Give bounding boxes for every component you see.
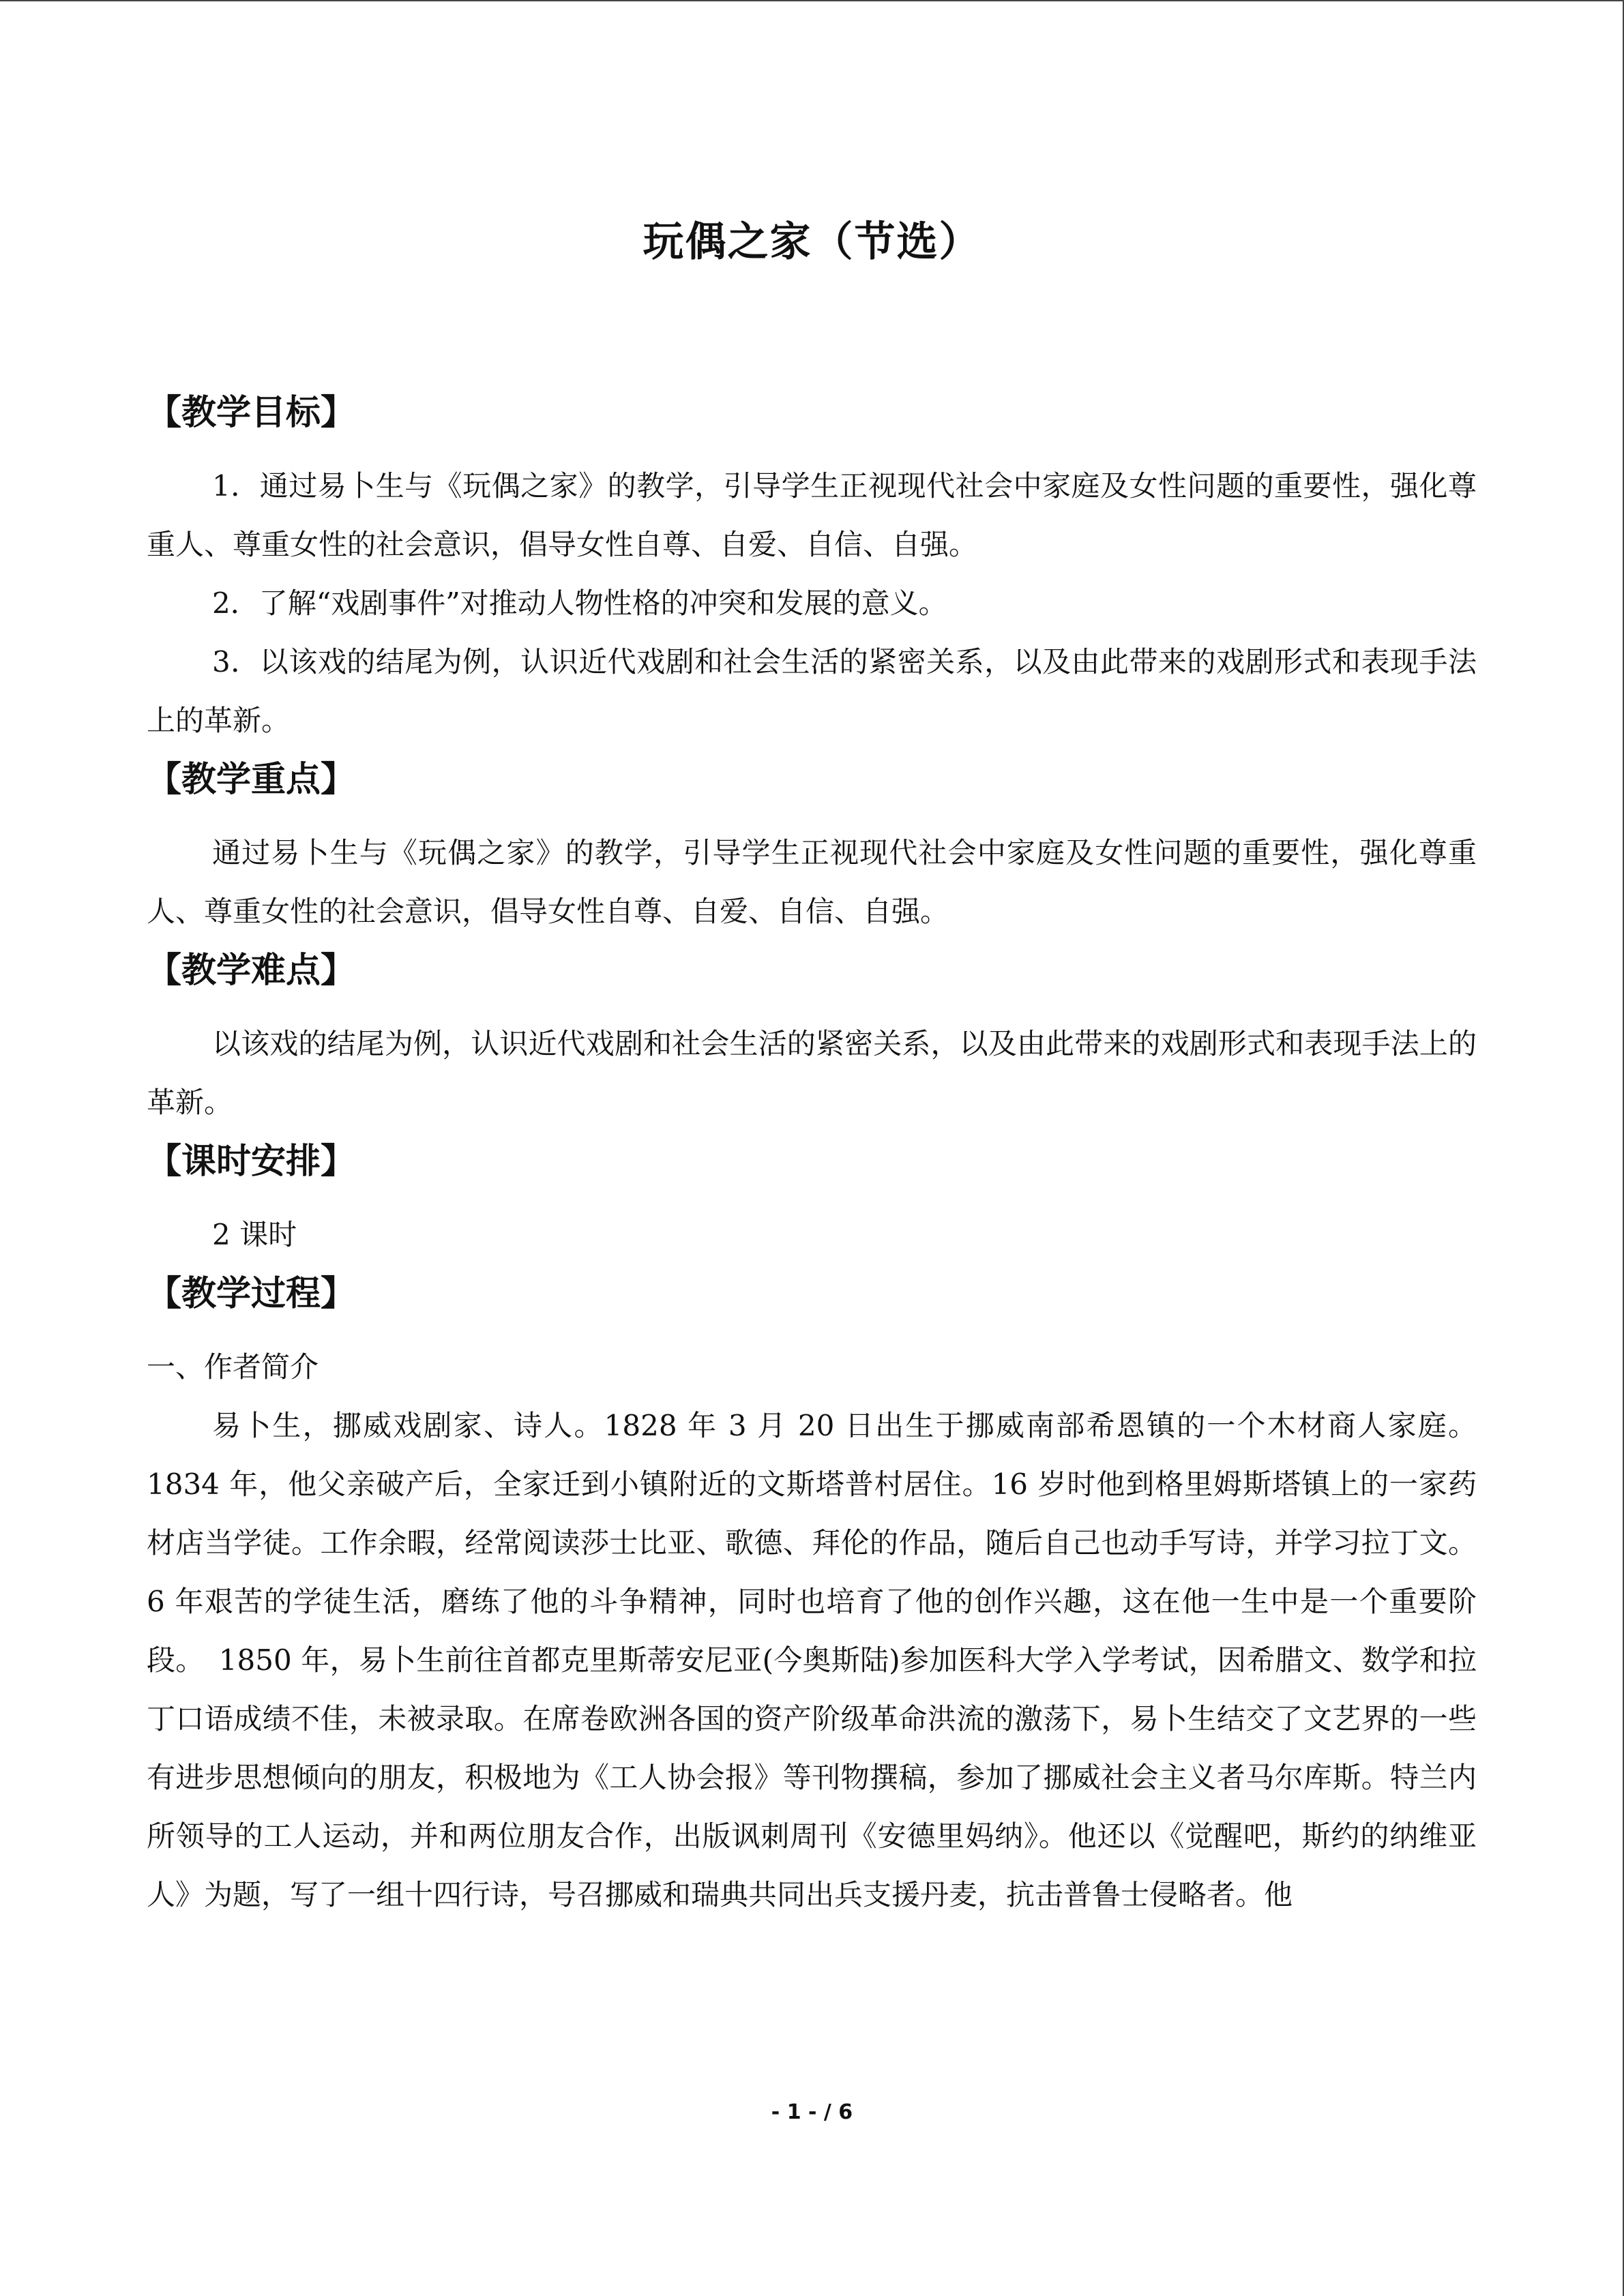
key-points-heading: 【教学重点】	[147, 760, 356, 800]
objectives-heading: 【教学目标】	[147, 393, 356, 433]
objective-item-2: 2．了解“戏剧事件”对推动人物性格的冲突和发展的意义。	[212, 586, 947, 620]
page-number: - 1 - / 6	[771, 2100, 853, 2124]
schedule-text: 2 课时	[212, 1218, 297, 1251]
difficulties-text: 以该戏的结尾为例，认识近代戏剧和社会生活的紧密关系，以及由此带来的戏剧形式和表现手法上的革新。	[147, 1027, 1477, 1119]
process-heading: 【教学过程】	[147, 1274, 356, 1314]
process-subheading: 一、作者简介	[147, 1350, 319, 1384]
schedule-heading: 【课时安排】	[147, 1142, 356, 1182]
document-body	[147, 383, 1477, 1924]
objective-item-1: 1．通过易卜生与《玩偶之家》的教学，引导学生正视现代社会中家庭及女性问题的重要性，强化尊重人、尊重女性的社会意识，倡导女性自尊、自爱、自信、自强。	[147, 469, 1477, 561]
key-points-text: 通过易卜生与《玩偶之家》的教学，引导学生正视现代社会中家庭及女性问题的重要性，强化尊重人、尊重女性的社会意识，倡导女性自尊、自爱、自信、自强。	[147, 836, 1477, 928]
objective-item-3: 3．以该戏的结尾为例，认识近代戏剧和社会生活的紧密关系，以及由此带来的戏剧形式和表现手法上的革新。	[147, 645, 1477, 737]
document-title: 玩偶之家（节选）	[643, 218, 981, 266]
author-intro-text: 易卜生，挪威戏剧家、诗人。1828 年 3 月 20 日出生于挪威南部希恩镇的一个木材商人家庭。1834 年，他父亲破产后，全家迁到小镇附近的文斯塔普村居住。16 岁时他到格里姆斯塔镇上的一家药材店当学徒。工作余暇，经常阅读莎士比亚、歌德、拜伦的作品，随后自己也动手写诗，并学习拉丁文。6 年艰苦的学徒生活，磨练了他的斗争精神，同时也培育了他的创作兴趣，这在他一生中是一个重要阶段。 1850 年，易卜生前往首都克里斯蒂安尼亚(今奥斯陆)参加医科大学入学考试，因希腊文、数学和拉丁口语成绩不佳，未被录取。在席卷欧洲各国的资产阶级革命洪流的激荡下，易卜生结交了文艺界的一些有进步思想倾向的朋友，积极地为《工人协会报》等刊物撰稿，参加了挪威社会主义者马尔库斯。特兰内所领导的工人运动，并和两位朋友合作，出版讽刺周刊《安德里妈纳》。他还以《觉醒吧，斯约的纳维亚人》为题，写了一组十四行诗，号召挪威和瑞典共同出兵支援丹麦，抗击普鲁士侵略者。他	[147, 1409, 1477, 1911]
difficulties-heading: 【教学难点】	[147, 951, 356, 991]
